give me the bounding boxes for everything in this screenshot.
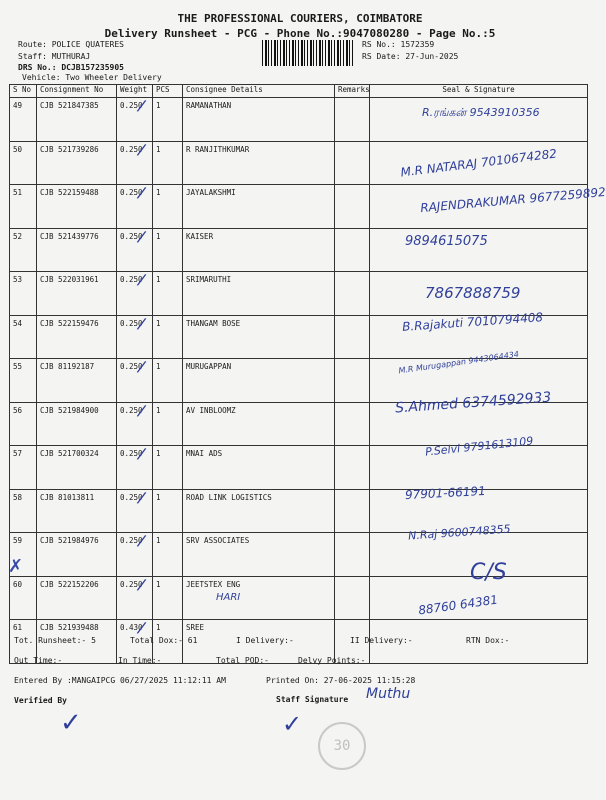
rs-date: RS Date: 27-Jun-2025 xyxy=(362,52,459,61)
staff-mark-icon: ✓ xyxy=(282,710,303,738)
check-mark-icon: / xyxy=(135,443,148,464)
cell-weight: 0.430 xyxy=(117,620,153,664)
sig-59: N.Raj 9600748355 xyxy=(407,522,511,543)
total-pod: Total POD:- xyxy=(216,656,269,665)
in-time: In Time:- xyxy=(118,656,162,665)
company-title: THE PROFESSIONAL COURIERS, COIMBATORE xyxy=(177,12,423,25)
cell-weight: 0.250 xyxy=(117,98,153,142)
check-mark-icon: / xyxy=(135,617,148,638)
cell-consignment-no: CJB 521700324 xyxy=(37,446,117,490)
drs-no: DRS No.: DCJB157235905 xyxy=(18,63,124,72)
cell-weight: 0.250 xyxy=(117,272,153,316)
vehicle: Vehicle: Two Wheeler Delivery xyxy=(22,73,162,82)
col-sno: S No xyxy=(10,85,37,98)
cell-consignee: ROAD LINK LOGISTICS xyxy=(183,489,335,533)
cell-consignment-no: CJB 521739286 xyxy=(37,141,117,185)
cell-remarks xyxy=(335,185,370,229)
cell-consignee: KAISER xyxy=(183,228,335,272)
cell-consignment-no: CJB 521984976 xyxy=(37,533,117,577)
table-row xyxy=(10,228,588,272)
cell-sno: 57 xyxy=(10,446,37,490)
cell-weight: 0.250 xyxy=(117,533,153,577)
verified-by: Verified By xyxy=(14,696,67,705)
col-weight: Weight xyxy=(117,85,153,98)
cell-consignment-no: CJB 521847385 xyxy=(37,98,117,142)
cell-pcs: 1 / xyxy=(153,402,183,446)
cell-consignee: THANGAM BOSE xyxy=(183,315,335,359)
sig-60: C/S xyxy=(470,560,507,585)
sig-50: M.R NATARAJ 7010674282 xyxy=(399,146,558,180)
out-time: Out Time:- xyxy=(14,656,63,665)
runsheet-subtitle: Delivery Runsheet - PCG - Phone No.:9047080280 - Page No.:5 xyxy=(104,27,496,40)
cell-weight: 0.250 xyxy=(117,446,153,490)
cell-weight: 0.250 xyxy=(117,141,153,185)
table-row xyxy=(10,446,588,490)
cell-weight: 0.250 xyxy=(117,489,153,533)
sig-57: P.Selvi 9791613109 xyxy=(424,434,534,459)
cell-consignee: MURUGAPPAN xyxy=(183,359,335,403)
sig-52: 9894615075 xyxy=(405,234,488,249)
cell-consignee: JAYALAKSHMI xyxy=(183,185,335,229)
cell-remarks xyxy=(335,359,370,403)
cell-pcs: 1 / xyxy=(153,446,183,490)
sig-51: RAJENDRAKUMAR 9677259892 xyxy=(419,184,606,216)
i-delivery: I Delivery:- xyxy=(236,636,294,645)
sig-61: 88760 64381 xyxy=(417,592,499,618)
cell-pcs: 1 / xyxy=(153,489,183,533)
cell-remarks xyxy=(335,98,370,142)
check-mark-icon: / xyxy=(135,487,148,507)
check-mark-icon: / xyxy=(135,95,148,116)
cell-weight: 0.250 xyxy=(117,359,153,403)
cell-remarks xyxy=(335,489,370,533)
staff-signature: Muthu xyxy=(366,686,411,702)
cell-sno: 61 xyxy=(10,620,37,664)
sig-58: 97901-66191 xyxy=(404,483,486,503)
check-mark-icon: / xyxy=(135,356,148,377)
rtn-dox: RTN Dox:- xyxy=(466,636,510,645)
cell-pcs: 1 / xyxy=(153,185,183,229)
cell-consignment-no: CJB 521984900 xyxy=(37,402,117,446)
faint-stamp: 30 xyxy=(318,722,366,770)
check-mark-icon: / xyxy=(135,574,148,594)
cell-remarks xyxy=(335,228,370,272)
cell-consignment-no: CJB 522152206 xyxy=(37,576,117,620)
cell-consignee: SRV ASSOCIATES xyxy=(183,533,335,577)
cell-pcs: 1 / xyxy=(153,576,183,620)
cell-consignment-no: CJB 521939488 xyxy=(37,620,117,664)
cell-pcs: 1 / xyxy=(153,141,183,185)
cell-consignee: SREE xyxy=(183,620,335,664)
delvy-points: Delvy Points:- xyxy=(298,656,366,665)
cell-consignee: SRIMARUTHI xyxy=(183,272,335,316)
cell-remarks xyxy=(335,315,370,359)
cell-remarks xyxy=(335,272,370,316)
cell-consignee: JEETSTEX ENG xyxy=(183,576,335,620)
check-mark-icon: / xyxy=(135,313,148,333)
cell-weight: 0.250 xyxy=(117,185,153,229)
cell-consignment-no: CJB 522159488 xyxy=(37,185,117,229)
check-mark-icon: / xyxy=(135,182,148,203)
cell-consignment-no: CJB 81192187 xyxy=(37,359,117,403)
cell-pcs: 1 / xyxy=(153,228,183,272)
sig-55: M.R Murugappan 9443064434 xyxy=(397,349,520,376)
cell-weight: 0.250 xyxy=(117,315,153,359)
cell-remarks xyxy=(335,533,370,577)
tot-runsheet: Tot. Runsheet:- 5 xyxy=(14,636,96,645)
cell-pcs: 1 / xyxy=(153,98,183,142)
cell-consignment-no: CJB 522031961 xyxy=(37,272,117,316)
cell-pcs: 1 / xyxy=(153,533,183,577)
cell-consignment-no: CJB 81013811 xyxy=(37,489,117,533)
sig-54: B.Rajakuti 7010794408 xyxy=(401,310,544,334)
cell-sno: 59 xyxy=(10,533,37,577)
staff: Staff: MUTHURAJ xyxy=(18,52,91,61)
cell-consignee: RAMANATHAN xyxy=(183,98,335,142)
check-mark-icon: / xyxy=(135,226,148,246)
cell-weight: 0.250 xyxy=(117,228,153,272)
verified-mark-icon: ✓ xyxy=(60,708,82,738)
sree-suffix: HARI xyxy=(216,592,241,603)
cell-sno: 51 xyxy=(10,185,37,229)
cell-consignment-no: CJB 522159476 xyxy=(37,315,117,359)
cell-pcs: 1 / xyxy=(153,620,183,664)
staff-signature-label: Staff Signature xyxy=(276,695,349,704)
cell-remarks xyxy=(335,141,370,185)
sig-53: 7867888759 xyxy=(425,284,521,302)
col-consignee: Consignee Details xyxy=(183,85,335,98)
col-pcs: PCS xyxy=(153,85,183,98)
check-mark-icon: / xyxy=(135,269,148,290)
cell-weight: 0.250 xyxy=(117,576,153,620)
cell-consignee: R RANJITHKUMAR xyxy=(183,141,335,185)
cell-sno: 50 xyxy=(10,141,37,185)
check-mark-icon: / xyxy=(135,530,148,551)
cell-consignee: MNAI ADS xyxy=(183,446,335,490)
cell-sno: 60 xyxy=(10,576,37,620)
total-dox: Total Dox:- 61 xyxy=(130,636,198,645)
table-header xyxy=(10,85,588,98)
cell-consignee: AV INBLOOMZ xyxy=(183,402,335,446)
cell-sno: 55 xyxy=(10,359,37,403)
check-mark-icon: / xyxy=(135,400,148,420)
sig-56: S.Ahmed 6374592933 xyxy=(394,389,552,417)
cell-pcs: 1 / xyxy=(153,272,183,316)
sig-49: R.ரங்கன் 9543910356 xyxy=(422,106,540,119)
cell-sno: 56 xyxy=(10,402,37,446)
route: Route: POLICE QUATERES xyxy=(18,40,124,49)
col-consignment: Consignment No xyxy=(37,85,117,98)
cell-pcs: 1 / xyxy=(153,315,183,359)
cell-pcs: 1 / xyxy=(153,359,183,403)
barcode xyxy=(262,40,354,66)
cell-sno: 58 xyxy=(10,489,37,533)
cell-remarks xyxy=(335,576,370,620)
cell-consignment-no: CJB 521439776 xyxy=(37,228,117,272)
check-mark-icon: / xyxy=(135,139,148,159)
cell-sno: 54 xyxy=(10,315,37,359)
strike-mark-60: ✗ xyxy=(8,556,24,577)
rs-no: RS No.: 1572359 xyxy=(362,40,435,49)
printed-on: Printed On: 27-06-2025 11:15:28 xyxy=(266,676,416,685)
cell-weight: 0.250 xyxy=(117,402,153,446)
cell-remarks xyxy=(335,402,370,446)
cell-remarks xyxy=(335,446,370,490)
cell-sno: 49 xyxy=(10,98,37,142)
cell-sno: 52 xyxy=(10,228,37,272)
col-remarks: Remarks xyxy=(335,85,370,98)
entered-by: Entered By :MANGAIPCG 06/27/2025 11:12:11 AM xyxy=(14,676,226,685)
cell-sno: 53 xyxy=(10,272,37,316)
ii-delivery: II Delivery:- xyxy=(350,636,413,645)
col-signature: Seal & Signature xyxy=(370,85,588,98)
